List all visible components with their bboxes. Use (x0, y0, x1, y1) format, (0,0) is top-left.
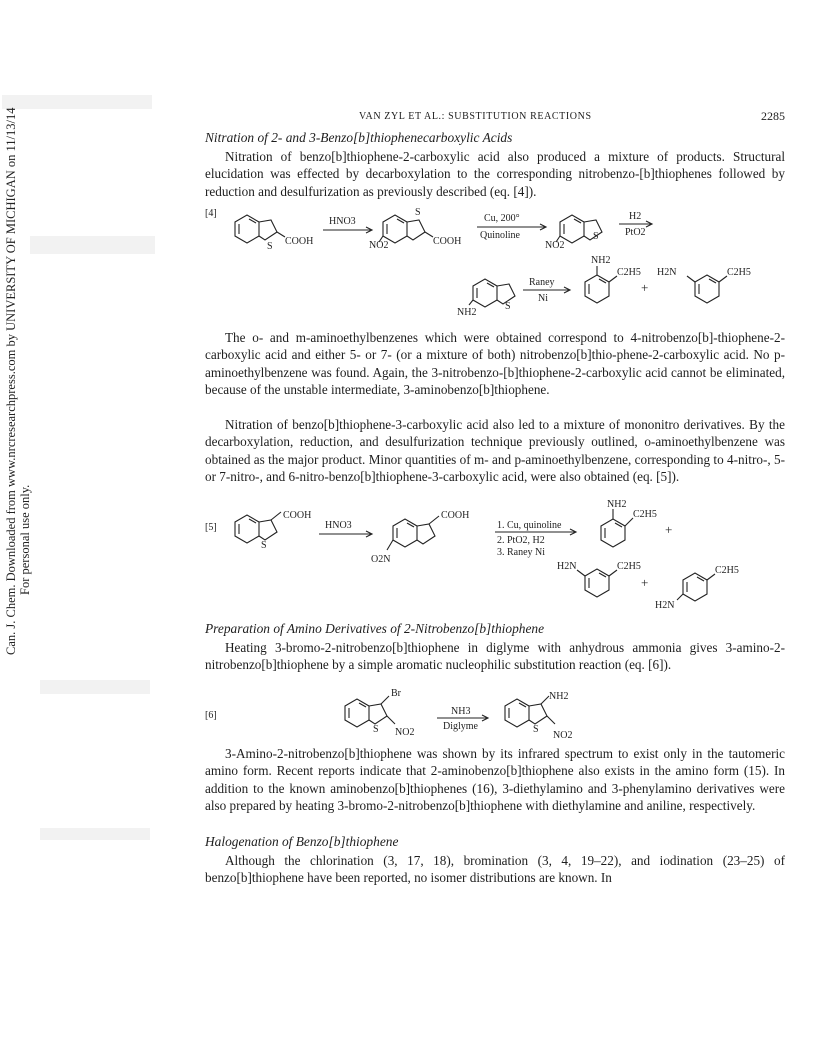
paragraph-text: 3-Amino-2-nitrobenzo[b]thiophene was shown by its infrared spectrum to exist only in the tautomeric amino form. Recent reports indicate that 2-aminobenzo[b]thiophene also exists in the amino form (15). In addition to the known aminobenzo[b]thiophenes (16), 3-diethylamino and 3-phenylamino derivatives were also prepared by heating 3-bromo-2-nitrobenzo[b]thiophene with diethylamine and aniline, respectively. (205, 746, 785, 813)
eq5-cooh-1: COOH (283, 510, 312, 521)
eq6-structures (205, 688, 785, 748)
eq6-sulfur-1: S (373, 724, 379, 735)
paragraph-6 (205, 852, 785, 887)
eq4-cooh-1: COOH (285, 236, 314, 247)
eq6-reagent-diglyme: Diglyme (443, 721, 478, 732)
eq5-plus-2: + (641, 575, 649, 590)
eq6-br: Br (391, 688, 401, 699)
scan-artifact (2, 95, 152, 109)
running-title: VAN ZYL ET AL.: SUBSTITUTION REACTIONS (359, 111, 592, 122)
eq5-plus-1: + (665, 522, 673, 537)
eq4-c2h5-1: C2H5 (617, 267, 641, 278)
eq6-sulfur-2: S (533, 724, 539, 735)
scan-artifact (40, 680, 150, 694)
reaction-scheme-eq6 (205, 688, 785, 748)
eq4-c2h5-2: C2H5 (727, 267, 751, 278)
paragraph-1 (205, 148, 785, 200)
eq4-reagent-raney: Raney (529, 277, 555, 288)
eq4-label: [4] (205, 208, 217, 219)
paragraph-2 (205, 329, 785, 398)
eq4-no2-1: NO2 (369, 240, 389, 251)
eq5-step-3: 3. Raney Ni (497, 547, 546, 558)
download-notice-source: Can. J. Chem. Downloaded from www.nrcresearchpress.com by UNIVERSITY OF MICHIGAN on 11/13/14 (4, 107, 18, 655)
eq5-step-1: 1. Cu, quinoline (497, 520, 562, 531)
eq5-sulfur-1: S (261, 540, 267, 551)
paragraph-text: The o- and m-aminoethylbenzenes which were obtained correspond to 4-nitrobenzo[b]-thiophene-2-carboxylic acid and either 5- or 7- (or a mixture of both) nitrobenzo[b]thio-phene-2-carboxylic acid. No p-aminoethylbenzene was found. Again, the 3-nitrobenzo-[b]thiophene-2-carboxylic acid cannot be eliminated, because of the unstable intermediate, 3-aminobenzo[b]thiophene. (205, 330, 785, 397)
section-heading-halogenation: Halogenation of Benzo[b]thiophene (205, 834, 399, 849)
eq5-h2n-2: H2N (655, 600, 675, 610)
eq4-reagent-h2: H2 (629, 211, 642, 222)
eq6-no2-1: NO2 (395, 727, 415, 738)
scan-artifact (30, 236, 155, 254)
eq4-nh2-1: NH2 (457, 307, 477, 318)
eq4-reagent-pto2: PtO2 (625, 227, 646, 238)
eq4-h2n: H2N (657, 267, 677, 278)
eq6-label: [6] (205, 710, 217, 721)
eq6-no2-2: NO2 (553, 730, 573, 741)
eq4-reagent-hno3: HNO3 (329, 216, 356, 227)
paragraph-text: Heating 3-bromo-2-nitrobenzo[b]thiophene in diglyme with anhydrous ammonia gives 3-amino-2-nitrobenzo[b]thiophene by a simple aromatic nucleophilic substitution reaction (eq. [6]). (205, 640, 785, 673)
paragraph-4 (205, 639, 785, 674)
eq5-nh2: NH2 (607, 499, 627, 510)
eq4-no2-2: NO2 (545, 240, 565, 251)
eq5-c2h5-2: C2H5 (617, 561, 641, 572)
eq4-structures (205, 202, 785, 322)
running-header (205, 110, 785, 126)
reaction-scheme-eq4 (205, 202, 785, 322)
eq4-nh2-2: NH2 (591, 255, 611, 266)
eq5-h2n-1: H2N (557, 561, 577, 572)
eq6-nh2: NH2 (549, 691, 569, 702)
eq5-structures (205, 496, 785, 610)
scan-artifact (40, 828, 150, 840)
eq5-c2h5-1: C2H5 (633, 509, 657, 520)
section-heading-amino: Preparation of Amino Derivatives of 2-Nitrobenzo[b]thiophene (205, 621, 545, 636)
eq5-label: [5] (205, 522, 217, 533)
download-notice (0, 107, 32, 695)
paragraph-text: Nitration of benzo[b]thiophene-2-carboxylic acid also produced a mixture of products. Structural elucidation was effected by decarboxylation to the corresponding nitrobenzo-[b]thiophenes followed by reduction and desulfurization as previously described (eq. [4]). (205, 149, 785, 199)
paragraph-text: Nitration of benzo[b]thiophene-3-carboxylic acid also led to a mixture of mononitro derivatives. By the decarboxylation, reduction, and desulfurization technique previously outlined, o-aminoethylbenzene was obtained as the major product. Minor quantities of m- and p-aminoethylbenzene, corresponding to 4-nitro-, 5- or 7-nitro-, and 6-nitro-benzo[b]thiophene-3-carboxylic acid, were also obtained (eq. [5]). (205, 417, 785, 484)
eq5-o2n: O2N (371, 554, 391, 565)
eq4-reagent-ni: Ni (538, 293, 548, 304)
eq5-step-2: 2. PtO2, H2 (497, 535, 545, 546)
eq6-reagent-nh3: NH3 (451, 706, 471, 717)
eq4-plus: + (641, 280, 649, 295)
paragraph-text: Although the chlorination (3, 17, 18), bromination (3, 4, 19–22), and iodination (23–25) of benzo[b]thiophene have been reported, no isomer distributions are known. In (205, 853, 785, 886)
eq5-cooh-2: COOH (441, 510, 470, 521)
section-heading-nitration: Nitration of 2- and 3-Benzo[b]thiophenecarboxylic Acids (205, 130, 513, 145)
reaction-scheme-eq5 (205, 496, 785, 610)
eq4-sulfur-3: S (593, 231, 599, 242)
paragraph-3 (205, 416, 785, 485)
eq5-reagent-hno3: HNO3 (325, 520, 352, 531)
eq5-c2h5-3: C2H5 (715, 565, 739, 576)
download-notice-usage: For personal use only. (18, 484, 32, 595)
paragraph-5 (205, 745, 785, 814)
page-number: 2285 (761, 109, 785, 123)
eq4-sulfur-1: S (267, 241, 273, 252)
eq4-sulfur-2: S (415, 207, 421, 218)
eq4-reagent-cu: Cu, 200° (484, 213, 520, 224)
eq4-sulfur-4: S (505, 301, 511, 312)
eq4-cooh-2: COOH (433, 236, 462, 247)
eq4-reagent-quinoline: Quinoline (480, 230, 520, 241)
